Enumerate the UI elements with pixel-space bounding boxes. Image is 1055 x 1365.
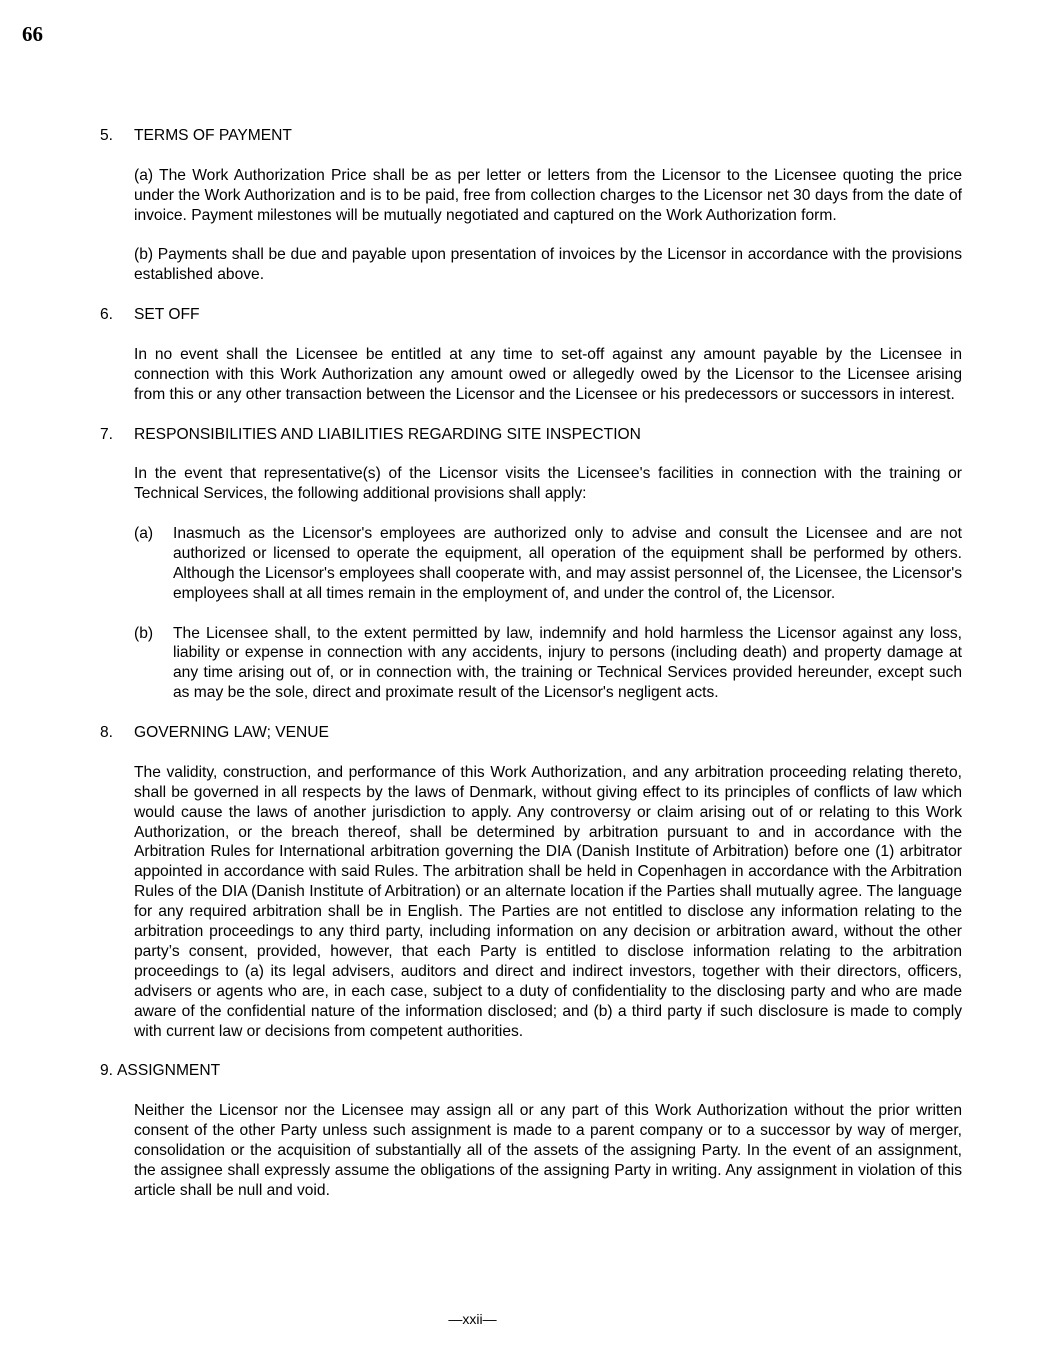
section-7-item-a-text: Inasmuch as the Licensor's employees are authorized only to advise and consult the Licensee and are not authorized or licensed to operate the equipment, all operation of the equipment shall be performed by others. Although the Licensor's employees shall cooperate with, and may assist personnel of, the Licensee, the Licensor's employees shall at all times remain in the employment of, and under the control of, the Licensor. [173, 525, 962, 602]
section-6-title: SET OFF [134, 306, 200, 324]
section-6-paragraph: In no event shall the Licensee be entitled at any time to set-off against any amount payable by the Licensee in connection with this Work Authorization any amount owed or allegedly owed by the Licensor to the Licensee arising from this or any other transaction between the Licensor and the Licensee or his predecessors or successors in interest. [134, 345, 962, 403]
section-7-item-b-label: (b) [134, 624, 154, 642]
section-6-number: 6. [100, 306, 114, 324]
section-8-paragraph: The validity, construction, and performance of this Work Authorization, and any arbitration proceeding relating thereto, shall be governed in all respects by the laws of Denmark, without giving effect to its principles of conflicts of law which would cause the laws of another jurisdiction to apply. Any controversy or claim arising out of or relating to this Work Authorization, or the breach thereof, shall be determined by arbitration pursuant to and in accordance with the Arbitration Rules for International arbitration governing the DIA (Danish Institute of Arbitration) before one (1) arbitrator appointed in accordance with said Rules. The arbitration shall be held in Copenhagen in accordance with the Arbitration Rules of the DIA (Danish Institute of Arbitration) or an alternate location if the Parties shall mutually agree. The language for any required arbitration shall be in English. The Parties are not entitled to disclose any information relating to the arbitration proceedings to any third party, including information on any decision or arbitration award, without the other party’s consent, provided, however, that each Party is entitled to disclose information relating to the arbitration proceedings to (a) its legal advisers, auditors and direct and indirect investors, together with their directors, officers, advisers or agents who are, in each case, subject to a duty of confidentiality to the disclosing party and who are made aware of the confidential nature of the information disclosed; and (b) a third party if such disclosure is made to comply with current law or decisions from competent authorities. [134, 763, 962, 1040]
section-7-item-a [134, 524, 962, 604]
page-number: 66 [22, 22, 43, 46]
section-5-paragraph-b: (b) Payments shall be due and payable upon presentation of invoices by the Licensor in accordance with the provisions established above. [134, 246, 962, 284]
section-9-title: ASSIGNMENT [117, 1062, 221, 1080]
section-7-item-b-text: The Licensee shall, to the extent permitted by law, indemnify and hold harmless the Licensor against any loss, liability or expense in connection with any accidents, injury to persons (including death) and property damage at any time arising out of, or in connection with, the training or Technical Services provided hereunder, except such as may be the sole, direct and proximate result of the Licensor's negligent acts. [173, 624, 962, 702]
section-8-number: 8. [100, 724, 114, 742]
section-5-number: 5. [100, 127, 114, 144]
section-7-title: RESPONSIBILITIES AND LIABILITIES REGARDING SITE INSPECTION [134, 425, 641, 443]
section-5-paragraph-a: (a) The Work Authorization Price shall be as per letter or letters from the Licensor to the Licensee quoting the price under the Work Authorization and is to be paid, free from collection charges to the Licensor net 30 days from the date of invoice. Payment milestones will be mutually negotiated and captured on the Work Authorization form. [134, 166, 962, 224]
section-9-heading [100, 1061, 962, 1081]
section-8-heading [100, 723, 962, 743]
section-9-number: 9. [100, 1062, 114, 1080]
document-body [100, 126, 962, 1221]
section-9-paragraph: Neither the Licensor nor the Licensee may assign all or any part of this Work Authorization without the prior written consent of the other Party unless such assignment is made to a parent company or to a successor by way of merger, consolidation or the acquisition of substantially all of the assets of the assigning Party. In the event of an assignment, the assignee shall expressly assume the obligations of the assigning Party in writing. Any assignment in violation of this article shall be null and void. [134, 1102, 962, 1199]
section-8-title: GOVERNING LAW; VENUE [134, 724, 329, 742]
section-7-item-b [134, 624, 962, 704]
section-7-number: 7. [100, 425, 114, 443]
section-6-heading [100, 305, 962, 325]
section-7-intro: In the event that representative(s) of the Licensor visits the Licensee's facilities in connection with the training or Technical Services, the following additional provisions shall apply: [134, 465, 962, 503]
section-5-title: TERMS OF PAYMENT [134, 127, 292, 144]
page-footer: —xxii— [448, 1311, 497, 1327]
section-7-item-a-label: (a) [134, 525, 154, 543]
section-7-heading [100, 425, 962, 445]
section-5-heading [100, 126, 962, 146]
